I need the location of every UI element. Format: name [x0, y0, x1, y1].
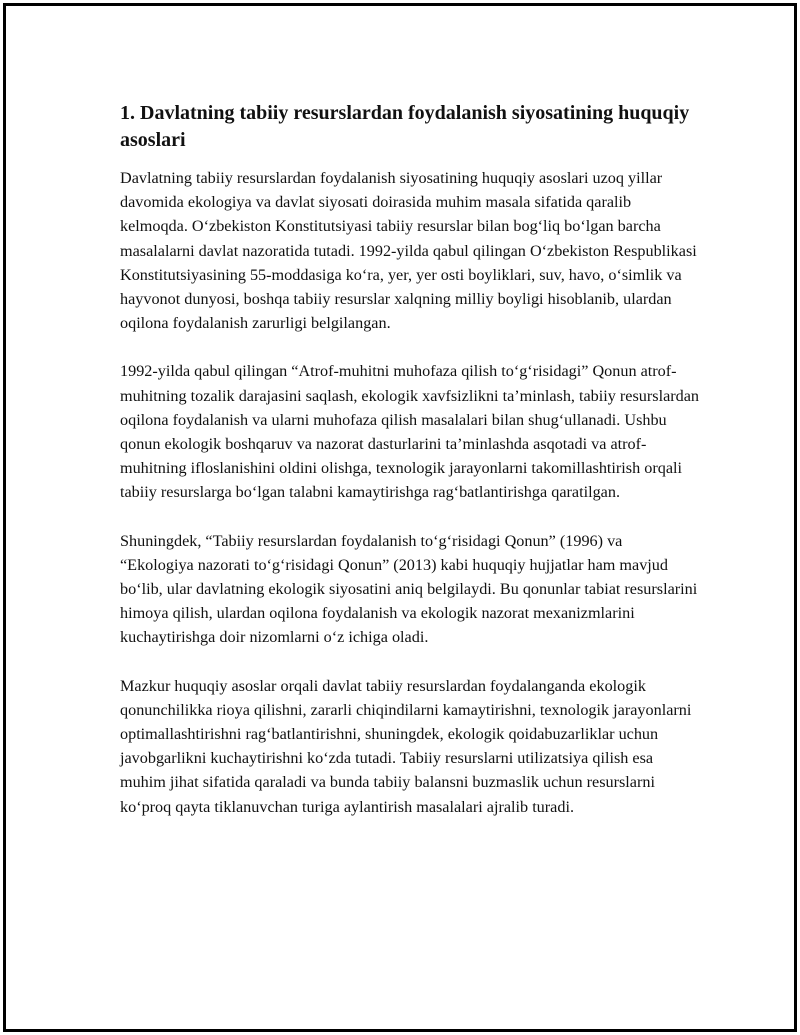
paragraph-4: Mazkur huquqiy asoslar orqali davlat tabiiy resurslardan foydalanganda ekologik qonunchilikka rioya qilishni, zararli chiqindilarni kamaytirishni, texnologik jarayonlarni optimallashtirishni rag‘batlantirishni, shuningdek, ekologik qoidabuzarliklar uchun javobgarlikni kuchaytirishni ko‘zda tutadi. Tabiiy resurslarni utilizatsiya qilish esa muhim jihat sifatida qaraladi va bunda tabiiy balansni buzmaslik uchun resurslarni ko‘proq qayta tiklanuvchan turiga aylantirish masalalari ajralib turadi. [120, 676, 692, 816]
document-body [120, 100, 700, 843]
paragraph-2: 1992-yilda qabul qilingan “Atrof-muhitni muhofaza qilish to‘g‘risidagi” Qonun atrof-muhitning tozalik darajasini saqlash, ekologik xavfsizlikni ta’minlash, tabiiy resurslardan oqilona foydalanish va ularni muhofaza qilish masalalari bilan shug‘ullanadi. Ushbu qonun ekologik boshqaruv va nazorat dasturlarini ta’minlashda asqotadi va atrof-muhitning ifloslanishini oldini olishga, texnologik jarayonlarni takomillashtirish orqali tabiiy resurslarga bo‘lgan talabni kamaytirishga rag‘batlantirishga qaratilgan. [120, 362, 700, 502]
paragraph-3: Shuningdek, “Tabiiy resurslardan foydalanish to‘g‘risidagi Qonun” (1996) va “Ekologiya nazorati to‘g‘risidagi Qonun” (2013) kabi huquqiy hujjatlar ham mavjud bo‘lib, ular davlatning ekologik siyosatini aniq belgilaydi. Bu qonunlar tabiat resurslarini himoya qilish, ulardan oqilona foydalanish va ekologik nazorat mexanizmlarini kuchaytirishga doir nizomlarni o‘z ichiga oladi. [120, 531, 698, 647]
page-frame [3, 3, 797, 1032]
document-title: 1. Davlatning tabiiy resurslardan foydalanish siyosatining huquqiy asoslari [120, 102, 690, 151]
paragraph-1: Davlatning tabiiy resurslardan foydalanish siyosatining huquqiy asoslari uzoq yillar davomida ekologiya va davlat siyosati doirasida muhim masala sifatida qaralib kelmoqda. O‘zbekiston Konstitutsiyasi tabiiy resurslar bilan bog‘liq bo‘lgan barcha masalalarni davlat nazoratida tutadi. 1992-yilda qabul qilingan O‘zbekiston Respublikasi Konstitutsiyasining 55-moddasiga ko‘ra, yer, yer osti boyliklari, suv, havo, o‘simlik va hayvonot dunyosi, boshqa tabiiy resurslar xalqning milliy boyligi hisoblanib, ulardan oqilona foydalanish zarurligi belgilangan. [120, 169, 697, 333]
